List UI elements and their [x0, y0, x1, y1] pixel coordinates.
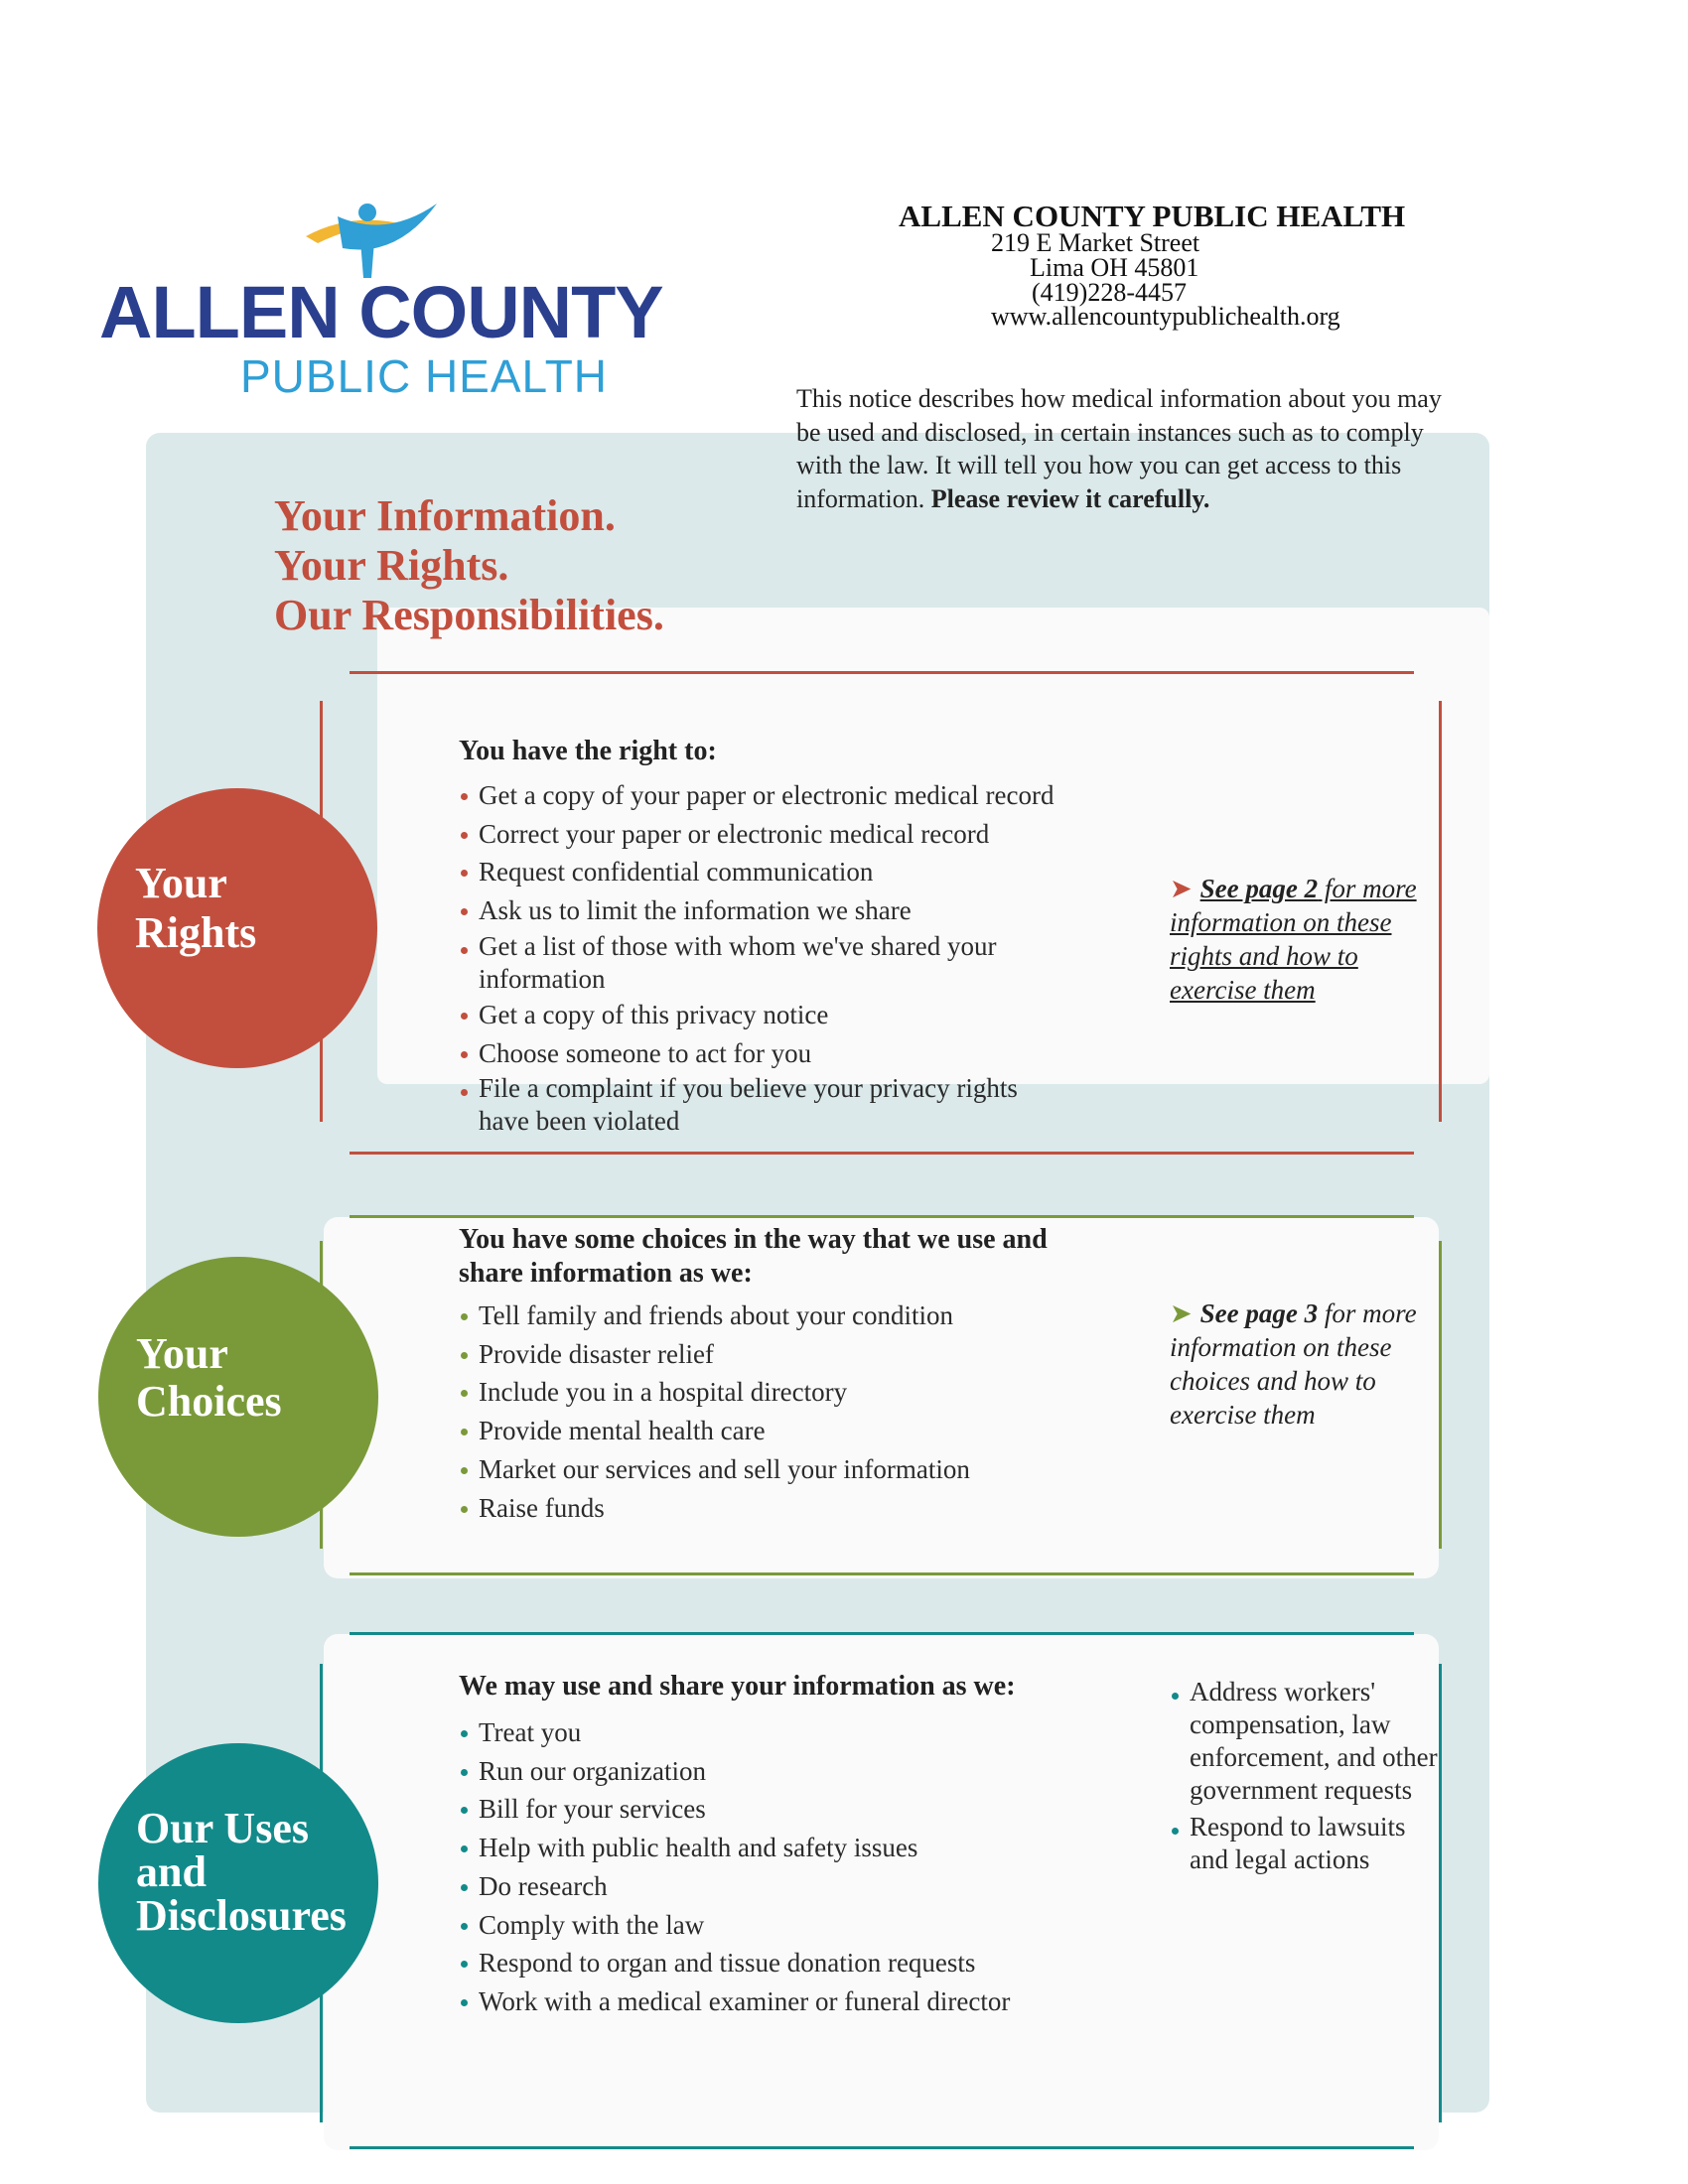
badge-label-line-2: Rights	[135, 908, 257, 957]
rights-list	[459, 776, 1134, 1138]
list-item: Market our services and sell your information	[459, 1450, 1134, 1489]
notice-emphasis: Please review it carefully.	[930, 483, 1210, 513]
list-item: Help with public health and safety issues	[459, 1829, 1154, 1867]
page-title-line-3: Our Responsibilities.	[274, 591, 664, 639]
uses-list	[459, 1713, 1154, 2021]
rights-right-rule	[1439, 701, 1442, 1122]
see-page-label: See page 3	[1199, 1298, 1319, 1328]
list-item: Bill for your services	[459, 1790, 1154, 1829]
list-item: Comply with the law	[459, 1906, 1154, 1945]
choices-heading: You have some choices in the way that we use and share information as we:	[459, 1224, 1048, 1289]
address-street: 219 E Market Street	[991, 228, 1200, 257]
list-item: Respond to lawsuits and legal actions	[1170, 1811, 1448, 1876]
badge-label-line-1: Your	[136, 1329, 228, 1378]
badge-label-line-1: Our Uses	[136, 1804, 309, 1852]
uses-top-rule	[350, 1632, 1414, 1635]
list-item: Provide mental health care	[459, 1412, 1134, 1450]
list-item: Address workers' compensation, law enforcement, and other government requests	[1170, 1676, 1448, 1807]
choices-list	[459, 1297, 1134, 1527]
list-item: Get a copy of this privacy notice	[459, 996, 1134, 1034]
list-item: Do research	[459, 1867, 1154, 1906]
organization-name: ALLEN COUNTY PUBLIC HEALTH	[899, 199, 1406, 233]
list-item: Tell family and friends about your condition	[459, 1297, 1134, 1335]
rights-top-rule	[350, 671, 1414, 674]
list-item: Run our organization	[459, 1752, 1154, 1791]
uses-bottom-rule	[350, 2146, 1414, 2149]
list-item: Get a copy of your paper or electronic medical record	[459, 776, 1134, 815]
badge-label-line-3: Disclosures	[136, 1891, 347, 1940]
logo-wordmark-primary: ALLEN COUNTY	[99, 271, 663, 353]
choices-bottom-rule	[350, 1572, 1414, 1575]
uses-side-list	[1170, 1676, 1448, 1876]
uses-heading: We may use and share your information as we:	[459, 1671, 1016, 1702]
address-phone: (419)228-4457	[1032, 278, 1187, 307]
see-page-detail: for more information on these rights and how to exercise them	[1170, 874, 1417, 1005]
your-rights-badge	[97, 788, 377, 1068]
uses-disclosures-badge	[98, 1743, 378, 2023]
list-item: Work with a medical examiner or funeral director	[459, 1982, 1154, 2021]
page-title-line-1: Your Information.	[274, 491, 616, 540]
page-title-line-2: Your Rights.	[274, 541, 509, 590]
list-item: Choose someone to act for you	[459, 1034, 1134, 1073]
privacy-notice-intro	[796, 382, 1442, 515]
rights-bottom-rule	[350, 1152, 1414, 1155]
list-item: Correct your paper or electronic medical record	[459, 815, 1134, 854]
list-item: Get a list of those with whom we've shared your information	[459, 930, 1035, 996]
rights-heading: You have the right to:	[459, 736, 717, 766]
badge-label-line-2: Choices	[136, 1377, 282, 1426]
list-item: Request confidential communication	[459, 853, 1134, 891]
arrow-right-icon: ➤	[1170, 1298, 1193, 1328]
uses-side-list-container	[1170, 1676, 1448, 1880]
organization-logo	[99, 199, 735, 402]
your-choices-badge	[98, 1257, 378, 1537]
list-item: File a complaint if you believe your privacy rights have been violated	[459, 1072, 1035, 1138]
list-item: Include you in a hospital directory	[459, 1373, 1134, 1412]
list-item: Raise funds	[459, 1489, 1134, 1528]
notice-text: This notice describes how medical information about you may be used and disclosed, in certain instances such as to comply with the law. It will tell you how you can get access to this information.	[796, 384, 1442, 513]
badge-label-line-1: Your	[135, 859, 227, 907]
see-page-detail: for more information on these choices and how to exercise them	[1170, 1298, 1417, 1430]
list-item: Treat you	[459, 1713, 1154, 1752]
see-page-3-link[interactable]	[1170, 1297, 1448, 1432]
website-link[interactable]: www.allencountypublichealth.org	[991, 302, 1340, 331]
choices-top-rule	[350, 1215, 1414, 1218]
see-page-label: See page 2	[1199, 874, 1319, 903]
list-item: Provide disaster relief	[459, 1335, 1134, 1374]
logo-wordmark-secondary: PUBLIC HEALTH	[240, 350, 609, 402]
list-item: Ask us to limit the information we share	[459, 891, 1134, 930]
list-item: Respond to organ and tissue donation requests	[459, 1944, 1154, 1982]
arrow-right-icon: ➤	[1170, 874, 1193, 903]
address-city: Lima OH 45801	[1030, 253, 1199, 282]
see-page-2-link[interactable]	[1170, 872, 1438, 1007]
badge-label-line-2: and	[136, 1847, 207, 1896]
